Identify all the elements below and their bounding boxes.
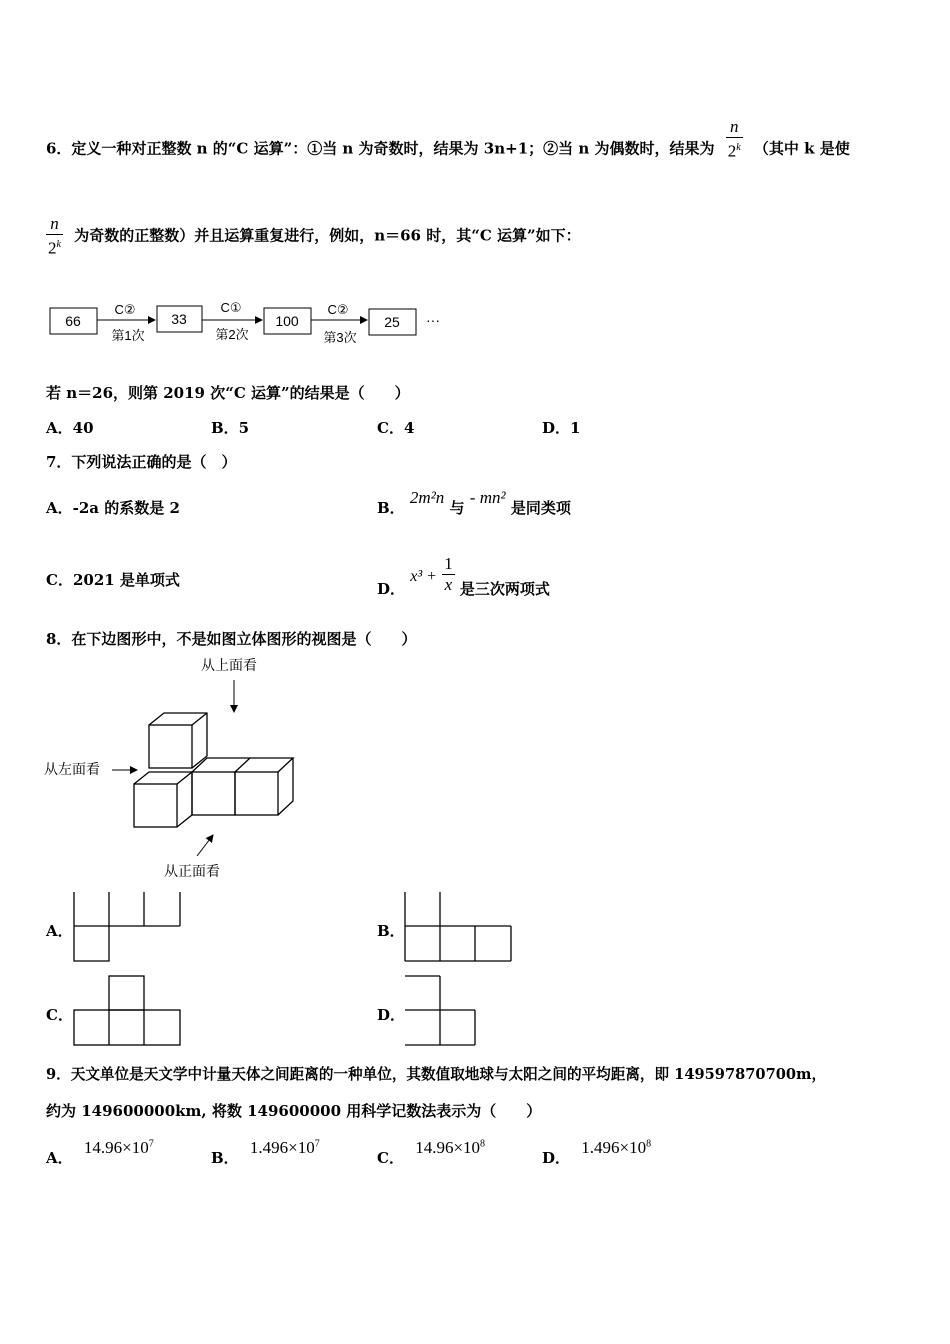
q8-stem: 8．在下边图形中，不是如图立体图形的视图是（ ） [46, 630, 417, 648]
q9-option-b: B． $1.496\times 10^7$ [211, 1138, 320, 1167]
flow-step-3: 第3次 [323, 330, 357, 345]
q7-b-tail: 是同类项 [510, 499, 571, 517]
q7-option-c: C．2021 是单项式 [46, 571, 180, 589]
flow-box-4-label: 25 [384, 314, 400, 330]
q9-option-b-value: $1.496\times 10^7$ [249, 1138, 320, 1157]
q6-question: 若 n＝26，则第 2019 次“C 运算”的结果是（ ） [46, 384, 410, 402]
q6-option-a: A．40 [46, 419, 94, 437]
q8-option-d-label: D． [377, 1006, 406, 1024]
q9-option-d: D． $1.496\times 10^8$ [542, 1138, 652, 1167]
q7-b-expr1: 2m²n [409, 488, 445, 507]
q7-option-d: D． x³ + $\frac{1}{x}$ 是三次两项式 [377, 554, 550, 598]
flow-op-1: C② [114, 302, 136, 317]
q6-fraction-2: $\frac{n}{2^k}$ [48, 214, 61, 258]
q9-option-a-value: $14.96\times 10^7$ [83, 1138, 154, 1157]
q6-option-c: C．4 [377, 419, 415, 437]
flow-box-2-label: 33 [171, 311, 187, 327]
flow-step-1: 第1次 [111, 328, 145, 343]
q7-d-fraction: $\frac{1}{x}$ [444, 554, 453, 594]
q9-option-a: A． $14.96\times 10^7$ [46, 1138, 154, 1167]
flow-ellipsis: ··· [426, 312, 440, 328]
q6-line2-suffix: 为奇数的正整数）并且运算重复进行，例如，n＝66 时，其“C 运算”如下： [74, 226, 581, 245]
q6-line2 [46, 214, 581, 259]
arrow-from-front [197, 835, 213, 856]
q9-option-c: C． $14.96\times 10^8$ [377, 1138, 486, 1167]
label-from-left: 从左面看 [44, 761, 100, 777]
flow-step-2: 第2次 [215, 327, 249, 342]
q8-solid-figure [40, 650, 340, 882]
q8-option-a-label: A． [46, 922, 73, 940]
q8-option-b-label: B． [377, 922, 405, 940]
q7-d-expr: x³ + [410, 567, 437, 585]
q6-flow-diagram [44, 296, 464, 352]
q7-b-expr2: - mn² [469, 488, 506, 507]
q8-option-d-view [403, 974, 483, 1048]
label-from-front: 从正面看 [164, 863, 220, 879]
cube-stack [134, 713, 293, 827]
q7-b-mid: 与 [449, 499, 465, 517]
q8-option-b-view [403, 890, 515, 964]
q9-option-c-value: $14.96\times 10^8$ [415, 1138, 486, 1157]
q6-line1-prefix: 6．定义一种对正整数 n 的“C 运算”：①当 n 为奇数时，结果为 3n+1；②当 n 为偶数时，结果为 [46, 139, 715, 158]
q7-d-tail: 是三次两项式 [459, 579, 550, 598]
q6-fraction [726, 117, 743, 162]
q7-option-b: B． 2m²n 与 - mn² 是同类项 [377, 488, 571, 517]
flow-op-2: C① [220, 300, 242, 315]
q6-option-b: B．5 [211, 419, 250, 437]
q7-option-a: A．-2a 的系数是 2 [46, 499, 180, 517]
q6-frac-den: 2$^k$ [726, 137, 743, 162]
flow-op-3: C② [327, 302, 349, 317]
q6-line1-suffix: （其中 k 是使 [753, 139, 850, 158]
flow-box-3-label: 100 [275, 313, 299, 329]
q8-option-c-view [72, 974, 184, 1048]
q6-line1 [46, 117, 850, 172]
q9-line1: 9．天文单位是天文学中计量天体之间距离的一种单位，其数值取地球与太阳之间的平均距离，即 149597870700m， [46, 1066, 827, 1083]
label-from-top: 从上面看 [201, 657, 257, 673]
q6-option-d: D．1 [542, 419, 581, 437]
q8-option-c-label: C． [46, 1006, 73, 1024]
q9-line2: 约为 149600000km, 将数 149600000 用科学记数法表示为（ ） [46, 1102, 542, 1120]
q9-option-d-value: $1.496\times 10^8$ [581, 1138, 652, 1157]
q6-frac-num: n [729, 117, 739, 136]
q7-stem: 7．下列说法正确的是（ ） [46, 453, 237, 471]
q8-option-a-view [72, 890, 184, 964]
flow-box-1-label: 66 [65, 313, 81, 329]
